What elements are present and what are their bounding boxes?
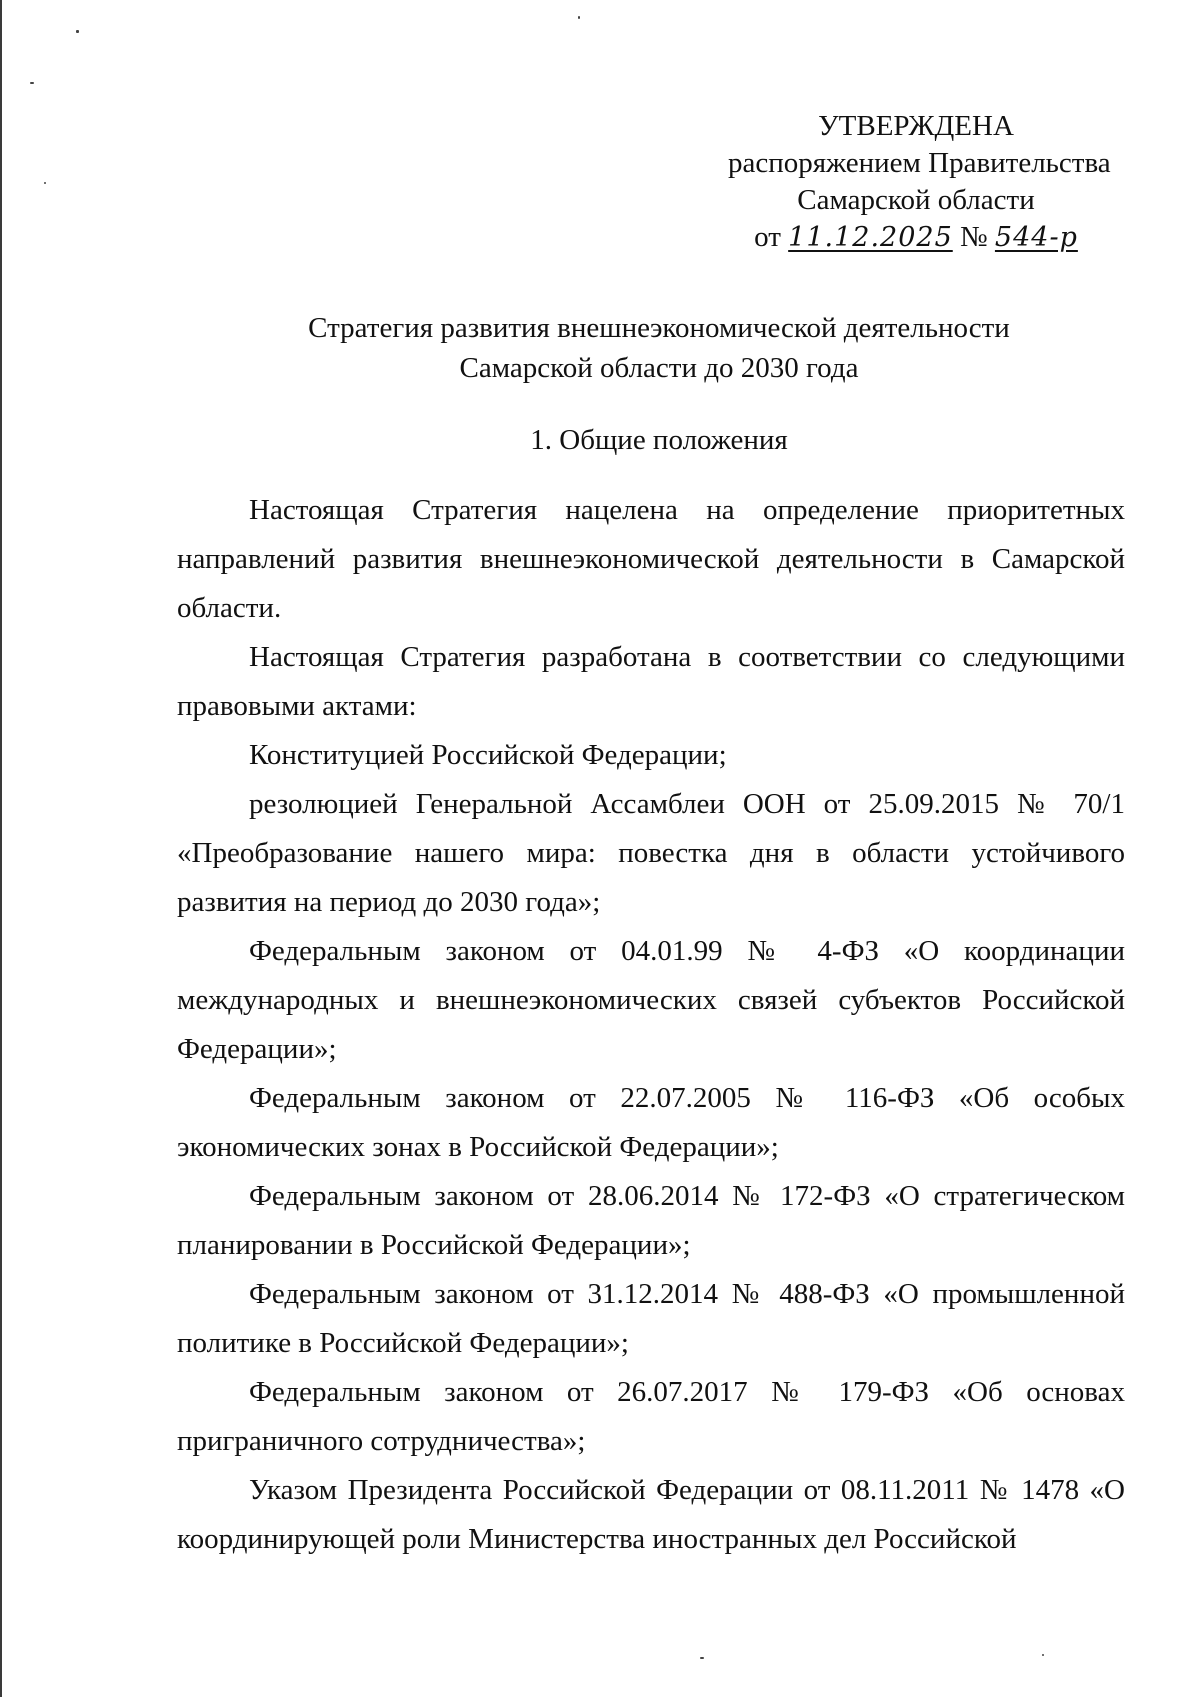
document-title [176,308,1142,388]
approved-region: Самарской области [797,184,1035,216]
scan-speck [30,82,34,84]
approval-date-number-line [728,219,1104,256]
document-title-line: Стратегия развития внешнеэкономической деятельности [308,312,1010,344]
approved-label: УТВЕРЖДЕНА [818,110,1014,142]
date-prefix: от [754,221,781,253]
paragraph: резолюцией Генеральной Ассамблеи ООН от 25.09.2015 № 70/1 «Преобразование нашего мира: повестка дня в области устойчивого развития на период до 2030 года»; [177,788,1125,918]
paragraph: Указом Президента Российской Федерации от 08.11.2011 № 1478 «О координирующей роли Министерства иностранных дел Российской [177,1474,1125,1555]
scan-speck [700,1657,704,1659]
paragraph: Федеральным законом от 31.12.2014 № 488-ФЗ «О промышленной политике в Российской Федерации»; [177,1278,1125,1359]
handwritten-date: 11.12.2025 [788,222,953,253]
handwritten-number: 544-р [994,222,1078,253]
paragraph: Федеральным законом от 28.06.2014 № 172-ФЗ «О стратегическом планировании в Российской Федерации»; [177,1180,1125,1261]
approved-by-order: распоряжением Правительства [728,147,1111,179]
document-body [177,486,1125,1564]
approval-stamp-block [728,108,1111,256]
scan-left-edge [0,0,2,1697]
paragraph: Федеральным законом от 26.07.2017 № 179-ФЗ «Об основах приграничного сотрудничества»; [177,1376,1125,1457]
section-heading: 1. Общие положения [530,424,788,456]
scan-speck [44,182,46,184]
paragraph: Настоящая Стратегия нацелена на определение приоритетных направлений развития внешнеэкономической деятельности в Самарской области. [177,494,1125,624]
paragraph: Федеральным законом от 04.01.99 № 4-ФЗ «О координации международных и внешнеэкономических связей субъектов Российской Федерации»; [177,935,1125,1065]
scan-speck [578,16,580,19]
number-sign: № [960,221,988,253]
paragraph: Настоящая Стратегия разработана в соответствии со следующими правовыми актами: [177,641,1125,722]
scan-speck [1042,1654,1044,1656]
document-title-line: Самарской области до 2030 года [459,352,859,384]
scan-speck [76,30,79,33]
paragraph: Конституцией Российской Федерации; [249,739,727,771]
paragraph: Федеральным законом от 22.07.2005 № 116-ФЗ «Об особых экономических зонах в Российской Федерации»; [177,1082,1125,1163]
